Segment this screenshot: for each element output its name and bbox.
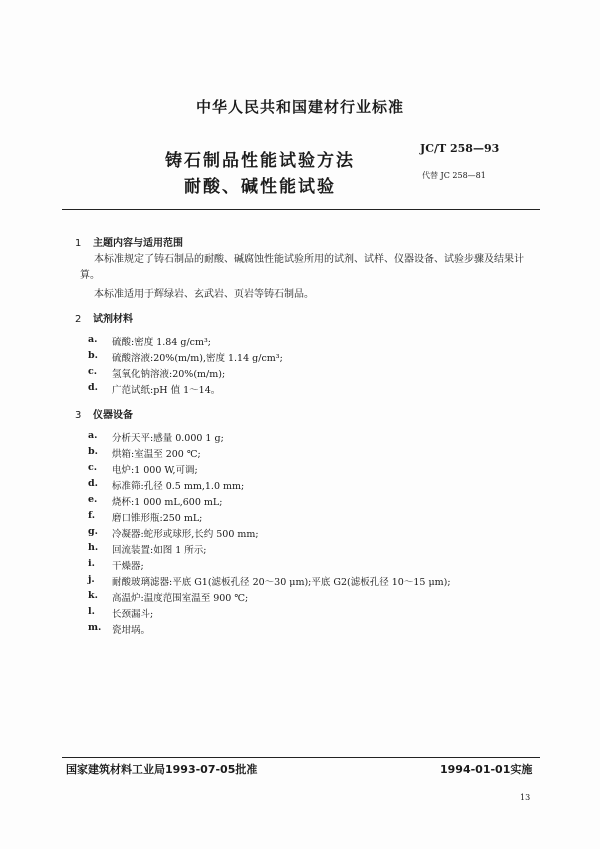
list-item: 硫酸:密度 1.84 g/cm³; [112,337,212,348]
section-title: 试剂材料 [93,314,133,325]
section-heading [75,406,133,421]
list-item-label: l. [88,606,95,617]
list-item: 高温炉:温度范围室温至 900 ℃; [112,593,249,604]
list-item-label: a. [88,430,98,441]
list-item: 冷凝器:蛇形或球形,长约 500 mm; [112,529,259,540]
standard-title-line2: 耐酸、碱性能试验 [184,177,336,197]
list-item-label: a. [88,334,98,345]
list-item: 氢氧化钠溶液:20%(m/m); [112,369,226,380]
list-item: 长颈漏斗; [112,609,154,620]
section-number: 3 [75,410,82,421]
list-item-label: j. [88,574,95,585]
section-number: 2 [75,314,82,325]
list-item-label: b. [88,446,98,457]
section-title: 主题内容与适用范围 [93,238,183,249]
list-item-label: k. [88,590,98,601]
list-item-label: g. [88,526,98,537]
approval-line: 国家建筑材料工业局1993-07-05批准 [66,763,258,776]
list-item-label: c. [88,462,98,473]
replaces-note: 代替 JC 258—81 [422,171,486,180]
list-item-label: d. [88,478,98,489]
section-heading [75,310,133,325]
list-item: 瓷坩埚。 [112,625,151,636]
paragraph: 本标准适用于辉绿岩、玄武岩、页岩等铸石制品。 [94,289,314,300]
header-divider [62,209,540,210]
list-item-label: i. [88,558,95,569]
paragraph: 本标准规定了铸石制品的耐酸、碱腐蚀性能试验所用的试剂、试样、仪器设备、试验步骤及结果计算。 [80,254,524,281]
list-item-label: h. [88,542,99,553]
list-item-label: e. [88,494,98,505]
list-item: 分析天平:感量 0.000 1 g; [112,433,224,444]
standard-title-line1: 铸石制品性能试验方法 [165,151,355,171]
list-item-label: m. [88,622,102,633]
list-item-label: f. [88,510,96,521]
standard-code: JC/T 258—93 [420,142,500,155]
list-item-label: d. [88,382,98,393]
list-item: 干燥器; [112,561,144,572]
list-item: 回流装置:如图 1 所示; [112,545,207,556]
list-item: 标准筛:孔径 0.5 mm,1.0 mm; [112,481,245,492]
section-number: 1 [75,238,82,249]
list-item: 耐酸玻璃滤器:平底 G1(滤板孔径 20～30 μm);平底 G2(滤板孔径 10～15 μm); [112,577,451,588]
list-item: 烘箱:室温至 200 ℃; [112,449,201,460]
list-item: 磨口锥形瓶:250 mL; [112,513,203,524]
implementation-date: 1994-01-01实施 [440,763,533,776]
list-item-label: c. [88,366,98,377]
list-item: 硫酸溶液:20%(m/m),密度 1.14 g/cm³; [112,353,283,364]
list-item-label: b. [88,350,98,361]
page-number: 13 [520,793,531,802]
footer-divider [62,757,540,758]
section-heading [75,234,183,249]
list-item: 广范试纸:pH 值 1～14。 [112,385,221,396]
list-item: 电炉:1 000 W,可调; [112,465,198,476]
header-title: 中华人民共和国建材行业标准 [195,98,404,116]
list-item: 烧杯:1 000 mL,600 mL; [112,497,223,508]
section-title: 仪器设备 [93,410,133,421]
